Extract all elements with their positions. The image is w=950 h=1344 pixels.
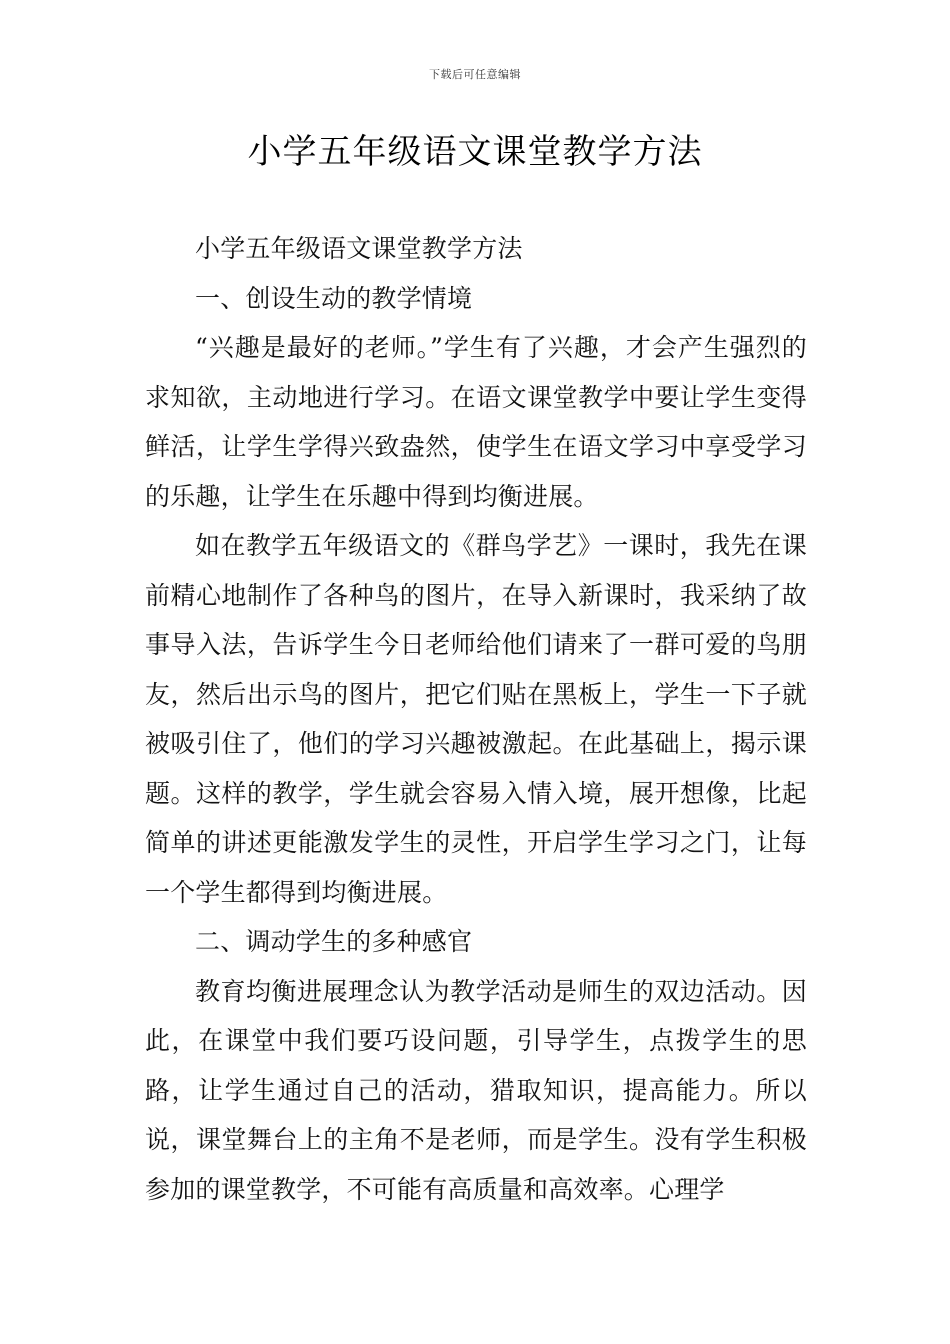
section-heading-2: 二、调动学生的多种感官 [195,927,473,956]
document-body [145,224,807,1214]
paragraph: 教育均衡进展理念认为教学活动是师生的双边活动。因此，在课堂中我们要巧设问题，引导学生，点拨学生的思路，让学生通过自己的活动，猎取知识，提高能力。所以说，课堂舞台上的主角不是老师，而是学生。没有学生积极参加的课堂教学，不可能有高质量和高效率。心理学 [145,976,807,1204]
paragraph: “兴趣是最好的老师。”学生有了兴趣，才会产生强烈的求知欲，主动地进行学习。在语文课堂教学中要让学生变得鲜活，让学生学得兴致盎然，使学生在语文学习中享受学习的乐趣，让学生在乐趣中得到均衡进展。 [145,333,807,511]
section-heading-1: 一、创设生动的教学情境 [195,283,473,313]
paragraph-subtitle: 小学五年级语文课堂教学方法 [195,234,523,263]
document-title: 小学五年级语文课堂教学方法 [247,132,703,172]
paragraph: 如在教学五年级语文的《群鸟学艺》一课时，我先在课前精心地制作了各种鸟的图片，在导入新课时，我采纳了故事导入法，告诉学生今日老师给他们请来了一群可爱的鸟朋友，然后出示鸟的图片，把它们贴在黑板上，学生一下子就被吸引住了，他们的学习兴趣被激起。在此基础上，揭示课题。这样的教学，学生就会容易入情入境，展开想像，比起简单的讲述更能激发学生的灵性，开启学生学习之门，让每一个学生都得到均衡进展。 [145,531,807,907]
header-note: 下载后可任意编辑 [429,68,521,81]
